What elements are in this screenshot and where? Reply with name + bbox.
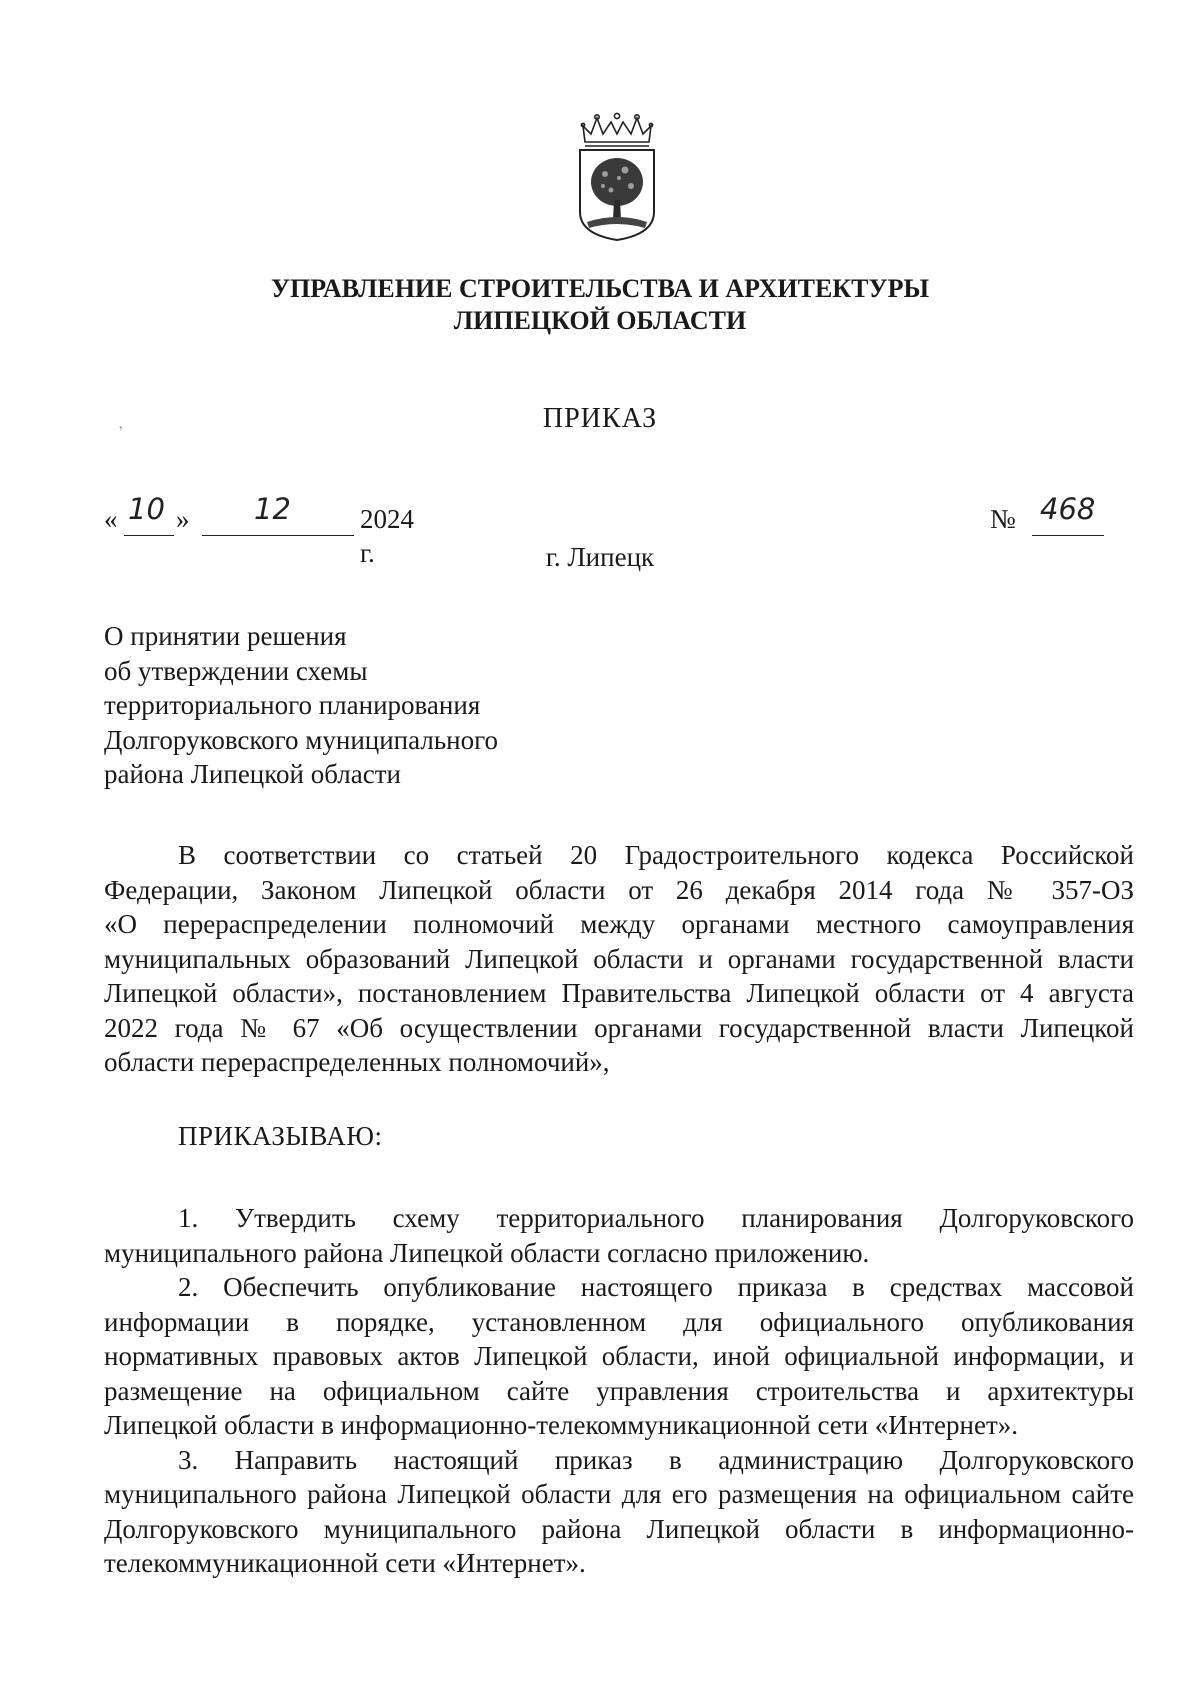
- organization-name-line-2: ЛИПЕЦКОЙ ОБЛАСТИ: [453, 306, 747, 335]
- item-line: Липецкой области в информационно-телекоммуникационной сети «Интернет».: [104, 1410, 1018, 1440]
- number-handwritten: 468: [1040, 492, 1096, 526]
- number-underline: [1032, 535, 1104, 536]
- subject-line: территориального планирования: [104, 690, 481, 720]
- subject-line: района Липецкой области: [104, 759, 401, 789]
- subject-line: О принятии решения: [104, 621, 347, 651]
- preamble-line: муниципальных образований Липецкой области и органами государственной власти: [104, 943, 1134, 974]
- day-underline: [124, 535, 174, 536]
- item-line: 1. Утвердить схему территориального планирования Долгоруковского: [178, 1203, 1134, 1233]
- preamble-line: В соответствии со статьей 20 Градостроительного кодекса Российской: [178, 840, 1134, 870]
- item-line: муниципального района Липецкой области согласно приложению.: [104, 1237, 870, 1268]
- document-subject: [104, 619, 498, 792]
- number-sign: №: [990, 504, 1016, 534]
- order-word: ПРИКАЗЫВАЮ:: [178, 1121, 383, 1151]
- item-line: муниципального района Липецкой области для его размещения на официальном сайте: [104, 1479, 1134, 1509]
- preamble-line: Федерации, Законом Липецкой области от 26 декабря 2014 года № 357-ОЗ: [104, 874, 1134, 905]
- subject-line: Долгоруковского муниципального: [104, 724, 498, 755]
- organization-name-line-1: УПРАВЛЕНИЕ СТРОИТЕЛЬСТВА И АРХИТЕКТУРЫ: [270, 274, 929, 303]
- preamble-line: Липецкой области», постановлением Правительства Липецкой области от 4 августа: [104, 978, 1134, 1008]
- subject-line: об утверждении схемы: [104, 655, 368, 686]
- month-underline: [202, 535, 354, 536]
- preamble-line: «О перераспределении полномочий между органами местного самоуправления: [104, 909, 1134, 939]
- document-type: ПРИКАЗ: [542, 403, 658, 434]
- city: г. Липецк: [545, 542, 655, 572]
- date-close-quote: »: [176, 504, 190, 534]
- item-line: Долгоруковского муниципального района Липецкой области в информационно-: [104, 1513, 1134, 1544]
- order-items: [104, 1201, 1134, 1581]
- item-line: нормативных правовых актов Липецкой области, иной официальной информации, и: [104, 1341, 1134, 1371]
- preamble-line: области перераспределенных полномочий»,: [104, 1047, 610, 1077]
- item-line: 3. Направить настоящий приказ в администрацию Долгоруковского: [178, 1444, 1134, 1475]
- date-day-handwritten: 10: [128, 492, 165, 526]
- date-year: 2024 г.: [360, 504, 414, 568]
- date-open-quote: «: [104, 504, 118, 534]
- item-line: информации в порядке, установленном для официального опубликования: [104, 1306, 1134, 1337]
- preamble-line: 2022 года № 67 «Об осуществлении органами государственной власти Липецкой: [104, 1012, 1134, 1043]
- item-line: размещение на официальном сайте управления строительства и архитектуры: [104, 1375, 1134, 1406]
- preamble-paragraph: [104, 838, 1134, 1080]
- coat-of-arms-emblem: [575, 112, 659, 244]
- item-line: телекоммуникационной сети «Интернет».: [104, 1548, 586, 1578]
- scan-mark: ,: [115, 416, 124, 433]
- date-month-handwritten: 12: [254, 492, 291, 526]
- item-line: 2. Обеспечить опубликование настоящего приказа в средствах массовой: [178, 1272, 1134, 1302]
